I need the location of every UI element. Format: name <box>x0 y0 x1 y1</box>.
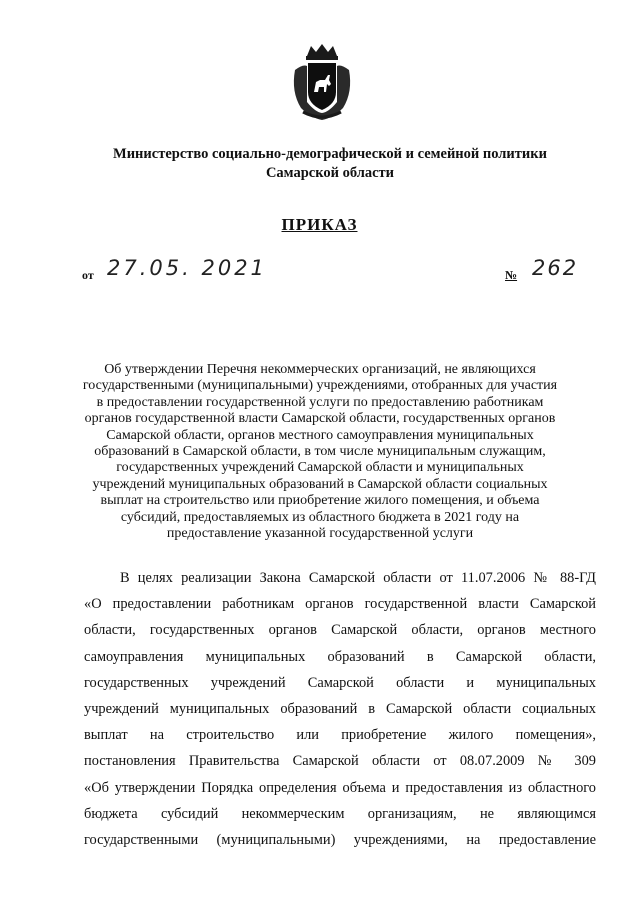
body-line: государственных учреждений Самарской области и муниципальных <box>84 674 596 691</box>
order-subject <box>80 362 560 542</box>
subject-line: государственных учреждений Самарской области и муниципальных <box>116 460 524 476</box>
subject-line: в предоставлении государственной услуги по предоставлению работникам <box>96 394 544 410</box>
subject-line: органов государственной власти Самарской области, государственных органов <box>84 411 556 427</box>
ministry-line-2: Самарской области <box>265 165 395 181</box>
subject-line: Об утверждении Перечня некоммерческих организаций, не являющихся <box>104 362 536 377</box>
body-line: области, государственных органов Самарской области, органов местного <box>84 622 596 639</box>
subject-line: предоставление указанной государственной услуги <box>166 526 474 542</box>
body-line: самоуправления муниципальных образований в Самарской области, <box>84 648 596 665</box>
body-line: «О предоставлении работникам органов государственной власти Самарской <box>84 596 596 613</box>
order-title: ПРИКАЗ <box>281 215 358 234</box>
body-line: В целях реализации Закона Самарской области от 11.07.2006 № 88-ГД <box>120 570 596 586</box>
body-line: постановления Правительства Самарской области от 08.07.2009 № 309 <box>84 753 596 770</box>
subject-line: учреждений муниципальных образований в Самарской области социальных <box>92 476 548 492</box>
subject-line: Самарской области, органов местного самоуправления муниципальных <box>106 427 534 443</box>
ministry-name <box>60 145 600 183</box>
subject-line: выплат на строительство или приобретение жилого помещения, и объема <box>100 493 540 509</box>
body-line: государственными (муниципальными) учреждениями, на предоставление <box>84 831 596 848</box>
body-line: «Об утверждении Порядка определения объема и предоставления из областного <box>84 779 596 796</box>
subject-line: образований в Самарской области, в том числе муниципальным служащим, <box>94 444 546 460</box>
ministry-line-1: Министерство социально-демографической и семейной политики <box>113 146 547 162</box>
coat-of-arms-emblem <box>291 42 353 122</box>
body-line: учреждений муниципальных образований в Самарской области социальных <box>84 700 596 717</box>
body-line: выплат на строительство или приобретение жилого помещения», <box>84 727 596 744</box>
subject-line: государственными (муниципальными) учреждениями, отобранных для участия <box>82 378 558 394</box>
order-date: 27.05. 2021 <box>107 256 267 280</box>
subject-line: субсидий, предоставляемых из областного бюджета в 2021 году на <box>120 509 520 525</box>
order-body <box>84 565 596 853</box>
order-number: 262 <box>532 256 579 280</box>
date-label: от <box>82 268 94 282</box>
body-line: бюджета субсидий некоммерческим организациям, не являющимся <box>84 805 596 822</box>
number-label: № <box>505 268 518 282</box>
